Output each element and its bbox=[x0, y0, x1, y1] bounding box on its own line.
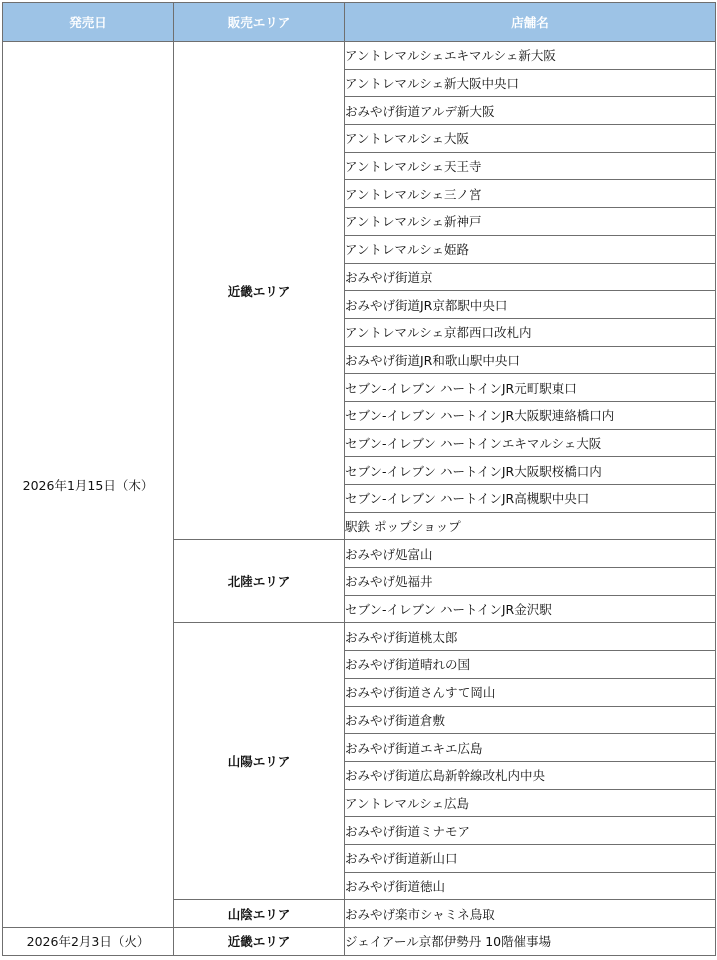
store-name-cell: セブン-イレブン ハートインJR高槻駅中央口 bbox=[345, 485, 716, 513]
release-date-cell: 2026年2月3日（火） bbox=[3, 928, 174, 956]
store-name-cell: おみやげ街道JR和歌山駅中央口 bbox=[345, 346, 716, 374]
store-name-cell: おみやげ街道広島新幹線改札内中央 bbox=[345, 761, 716, 789]
store-name-cell: おみやげ街道桃太郎 bbox=[345, 623, 716, 651]
store-name-cell: おみやげ処富山 bbox=[345, 540, 716, 568]
store-name-cell: おみやげ処福井 bbox=[345, 568, 716, 596]
sales-area-cell: 山陰エリア bbox=[174, 900, 345, 928]
sales-area-cell: 山陽エリア bbox=[174, 623, 345, 900]
store-name-cell: おみやげ街道京 bbox=[345, 263, 716, 291]
store-name-cell: おみやげ街道エキエ広島 bbox=[345, 734, 716, 762]
header-store-name: 店舗名 bbox=[345, 3, 716, 42]
store-name-cell: おみやげ街道徳山 bbox=[345, 872, 716, 900]
store-name-cell: アントレマルシェ新神戸 bbox=[345, 208, 716, 236]
sales-area-cell: 北陸エリア bbox=[174, 540, 345, 623]
store-name-cell: セブン-イレブン ハートインJR大阪駅桜橋口内 bbox=[345, 457, 716, 485]
store-name-cell: アントレマルシェ京都西口改札内 bbox=[345, 318, 716, 346]
store-name-cell: アントレマルシェ大阪 bbox=[345, 125, 716, 153]
store-name-cell: セブン-イレブン ハートインエキマルシェ大阪 bbox=[345, 429, 716, 457]
header-sales-area: 販売エリア bbox=[174, 3, 345, 42]
store-name-cell: セブン-イレブン ハートインJR大阪駅連絡橋口内 bbox=[345, 401, 716, 429]
store-name-cell: おみやげ街道JR京都駅中央口 bbox=[345, 291, 716, 319]
store-list-table bbox=[2, 2, 716, 956]
store-name-cell: おみやげ街道倉敷 bbox=[345, 706, 716, 734]
store-name-cell: 駅鉄 ポップショップ bbox=[345, 512, 716, 540]
header-row bbox=[3, 3, 716, 42]
table-row bbox=[3, 42, 716, 70]
store-name-cell: おみやげ街道ミナモア bbox=[345, 817, 716, 845]
store-name-cell: おみやげ街道新山口 bbox=[345, 844, 716, 872]
table-row bbox=[3, 928, 716, 956]
store-name-cell: アントレマルシェ広島 bbox=[345, 789, 716, 817]
store-name-cell: アントレマルシェエキマルシェ新大阪 bbox=[345, 42, 716, 70]
sales-area-cell: 近畿エリア bbox=[174, 42, 345, 540]
store-name-cell: おみやげ街道アルデ新大阪 bbox=[345, 97, 716, 125]
store-name-cell: アントレマルシェ新大阪中央口 bbox=[345, 69, 716, 97]
store-name-cell: アントレマルシェ天王寺 bbox=[345, 152, 716, 180]
release-date-cell: 2026年1月15日（木） bbox=[3, 42, 174, 928]
table-body bbox=[3, 42, 716, 956]
store-name-cell: セブン-イレブン ハートインJR元町駅東口 bbox=[345, 374, 716, 402]
store-name-cell: アントレマルシェ姫路 bbox=[345, 235, 716, 263]
store-name-cell: おみやげ街道晴れの国 bbox=[345, 651, 716, 679]
header-release-date: 発売日 bbox=[3, 3, 174, 42]
store-name-cell: おみやげ楽市シャミネ鳥取 bbox=[345, 900, 716, 928]
store-name-cell: セブン-イレブン ハートインJR金沢駅 bbox=[345, 595, 716, 623]
store-name-cell: ジェイアール京都伊勢丹 10階催事場 bbox=[345, 928, 716, 956]
store-name-cell: おみやげ街道さんすて岡山 bbox=[345, 678, 716, 706]
store-name-cell: アントレマルシェ三ノ宮 bbox=[345, 180, 716, 208]
sales-area-cell: 近畿エリア bbox=[174, 928, 345, 956]
